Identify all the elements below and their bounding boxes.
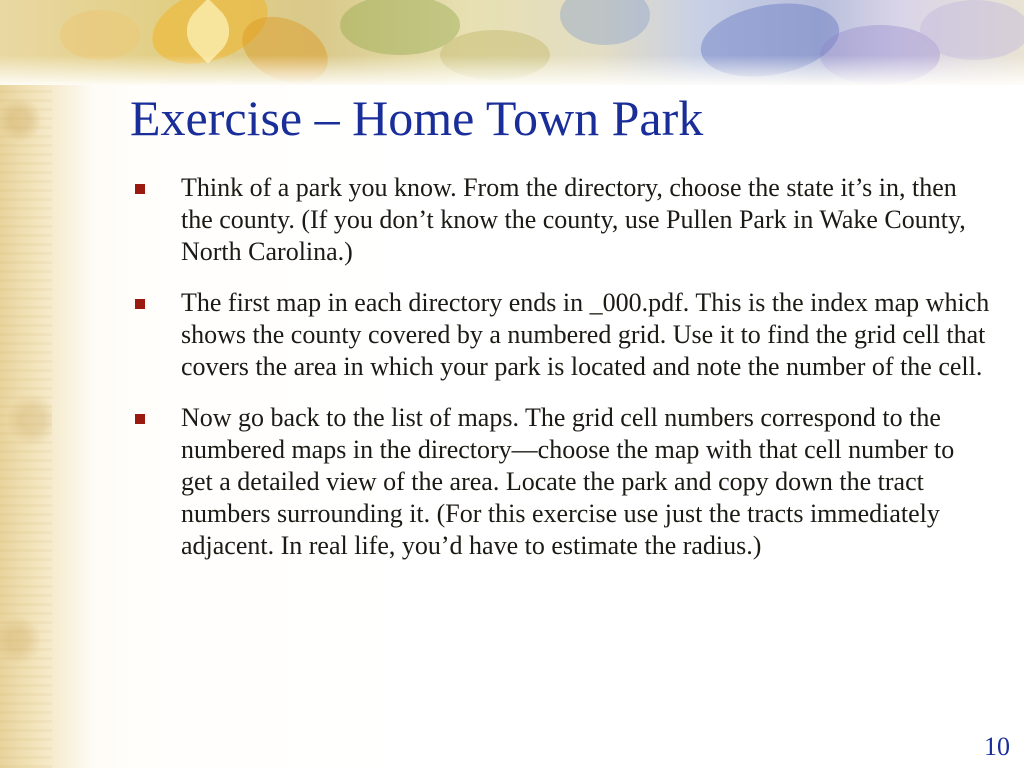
bullet-text: The first map in each directory ends in _000.pdf. This is the index map which shows the county covered by a numbered grid. Use it to find the grid cell that covers the area in which your park is located and note the number of the cell. bbox=[181, 288, 990, 381]
banner-fade bbox=[0, 55, 1024, 85]
banner-collage-shape bbox=[560, 0, 650, 45]
bullet-text: Now go back to the list of maps. The grid cell numbers correspond to the numbered maps in the directory—choose the map with that cell number to get a detailed view of the area. Locate the park and copy down the tract numbers surrounding it. (For this exercise use just the tracts immediately adjacent. In real life, you’d have to estimate the radius.) bbox=[181, 403, 955, 560]
left-strip-fade bbox=[52, 85, 92, 768]
slide-title: Exercise – Home Town Park bbox=[130, 90, 704, 146]
bullet-item bbox=[130, 402, 990, 562]
square-bullet-icon bbox=[135, 184, 145, 194]
bullet-item bbox=[130, 287, 990, 383]
left-decorative-strip bbox=[0, 0, 52, 768]
top-decorative-banner bbox=[0, 0, 1024, 85]
banner-collage-shape bbox=[920, 0, 1024, 60]
bullet-text: Think of a park you know. From the directory, choose the state it’s in, then the county. (If you don’t know the county, use Pullen Park in Wake County, North Carolina.) bbox=[181, 173, 966, 266]
bullet-list bbox=[130, 172, 990, 581]
slide-number: 10 bbox=[984, 732, 1010, 761]
square-bullet-icon bbox=[135, 414, 145, 424]
bullet-item bbox=[130, 172, 990, 268]
square-bullet-icon bbox=[135, 299, 145, 309]
banner-collage-shape bbox=[60, 10, 140, 60]
